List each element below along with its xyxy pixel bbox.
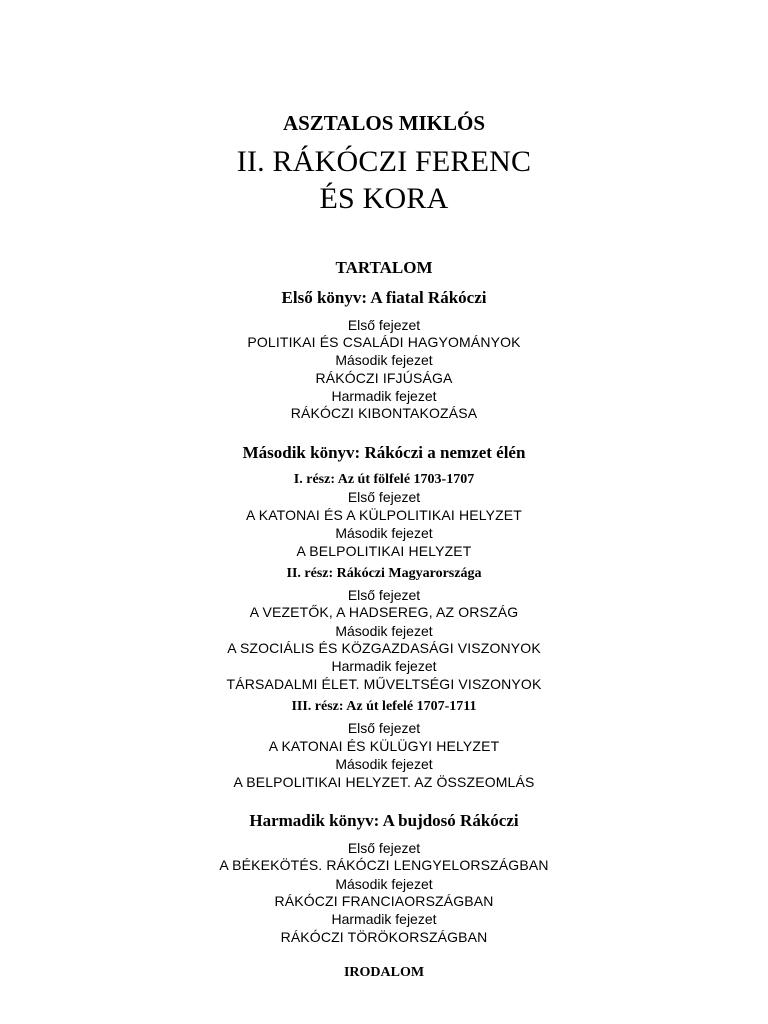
book2-part2-chapter2-title: A SZOCIÁLIS ÉS KÖZGAZDASÁGI VISZONYOK (227, 640, 541, 656)
book2-part1-chapter1-label: Első fejezet (347, 489, 421, 505)
book3-chapter2-label: Második fejezet (335, 876, 433, 892)
book3-chapter1-label: Első fejezet (347, 840, 421, 856)
book1-heading: Első könyv: A fiatal Rákóczi (281, 288, 487, 307)
book1-chapter1-label: Első fejezet (347, 317, 421, 333)
book3-heading: Harmadik könyv: A bujdosó Rákóczi (249, 811, 519, 830)
book2-part1-chapter2-label: Második fejezet (335, 525, 433, 541)
book3-chapter1-title: A BÉKEKÖTÉS. RÁKÓCZI LENGYELORSZÁGBAN (219, 857, 549, 873)
book-title-line-1: II. RÁKÓCZI FERENC (236, 145, 532, 178)
book1-chapter3-title: RÁKÓCZI KIBONTAKOZÁSA (290, 405, 478, 421)
book3-chapter2-title: RÁKÓCZI FRANCIAORSZÁGBAN (274, 893, 494, 909)
book2-part2-heading: II. rész: Rákóczi Magyarországa (286, 566, 482, 581)
book1-chapter2-label: Második fejezet (335, 352, 433, 368)
bibliography-heading: IRODALOM (343, 965, 425, 980)
book1-chapter1-title: POLITIKAI ÉS CSALÁDI HAGYOMÁNYOK (247, 334, 521, 350)
book1-chapter3-label: Harmadik fejezet (331, 388, 437, 404)
book2-part2-chapter3-label: Harmadik fejezet (331, 658, 437, 674)
book2-part3-chapter2-title: A BELPOLITIKAI HELYZET. AZ ÖSSZEOMLÁS (233, 774, 535, 790)
book-title-line-2: ÉS KORA (319, 182, 449, 215)
book2-part1-chapter1-title: A KATONAI ÉS A KÜLPOLITIKAI HELYZET (245, 507, 522, 523)
book2-part2-chapter1-label: Első fejezet (347, 587, 421, 603)
book3-chapter3-title: RÁKÓCZI TÖRÖKORSZÁGBAN (280, 929, 488, 945)
book2-part2-chapter1-title: A VEZETŐK, A HADSEREG, AZ ORSZÁG (249, 604, 519, 620)
book2-part3-chapter2-label: Második fejezet (335, 756, 433, 772)
book1-chapter2-title: RÁKÓCZI IFJÚSÁGA (315, 370, 453, 386)
book2-part2-chapter2-label: Második fejezet (335, 623, 433, 639)
book2-part2-chapter3-title: TÁRSADALMI ÉLET. MŰVELTSÉGI VISZONYOK (226, 676, 542, 692)
book2-part3-chapter1-title: A KATONAI ÉS KÜLÜGYI HELYZET (268, 738, 500, 754)
book2-part1-chapter2-title: A BELPOLITIKAI HELYZET (296, 543, 472, 559)
author-name: ASZTALOS MIKLÓS (282, 111, 486, 135)
book2-part1-heading: I. rész: Az út fölfelé 1703-1707 (293, 472, 475, 487)
book3-chapter3-label: Harmadik fejezet (331, 911, 437, 927)
book2-part3-heading: III. rész: Az út lefelé 1707-1711 (291, 699, 477, 714)
book2-part3-chapter1-label: Első fejezet (347, 720, 421, 736)
contents-heading: TARTALOM (335, 258, 433, 277)
book2-heading: Második könyv: Rákóczi a nemzet élén (242, 443, 526, 462)
